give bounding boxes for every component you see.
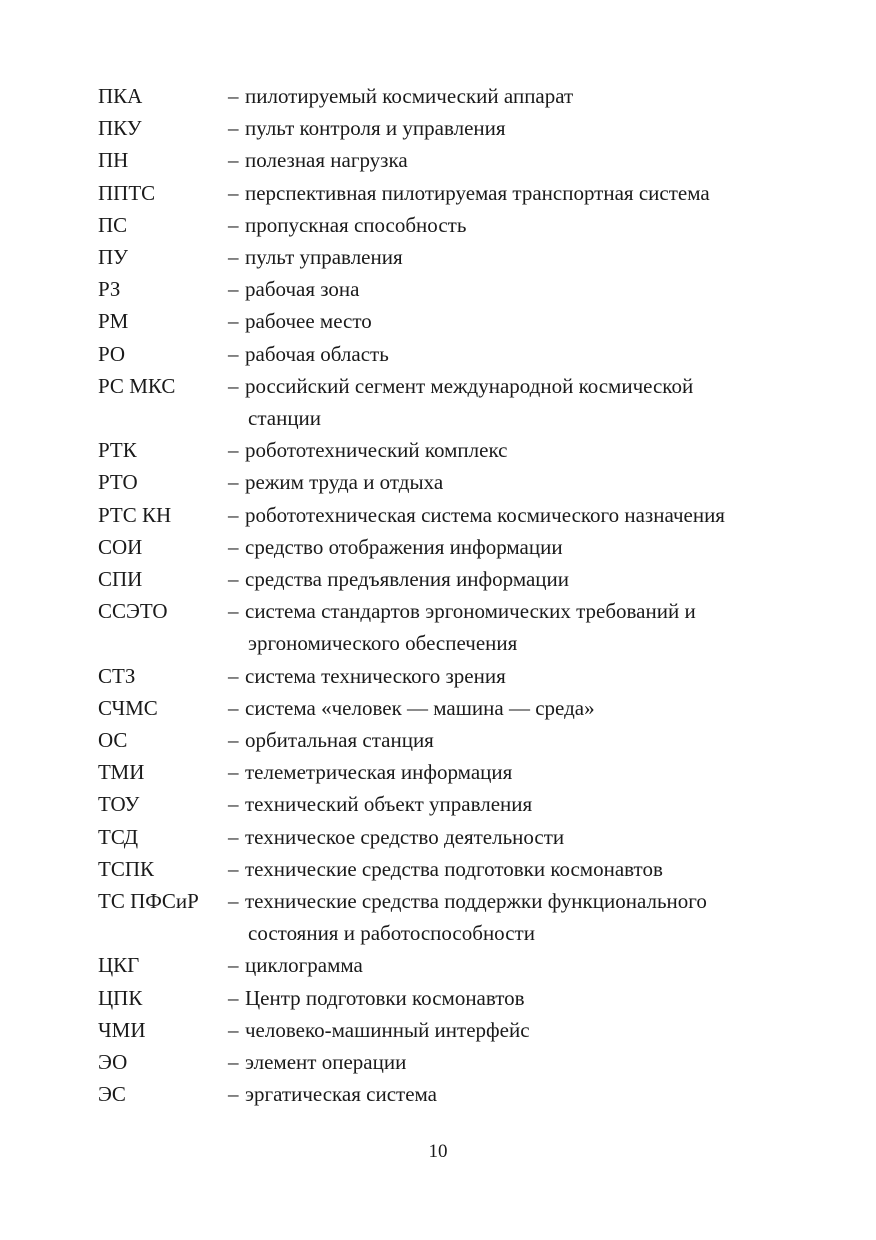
definition-dash: – [228,277,239,302]
definition-continuation: состояния и работоспособности [248,921,535,946]
abbreviation-term: ТС ПФСиР [98,889,199,914]
definition-dash: – [228,212,239,237]
definition-dash: – [228,824,239,849]
abbreviation-term: ТМИ [98,760,145,785]
abbreviation-definition [228,1014,798,1046]
definition-dash: – [228,1082,239,1107]
definition-text: система стандартов эргономических требований и [245,599,696,624]
definition-dash: – [228,116,239,141]
abbreviation-definition [228,241,798,273]
abbreviation-entry [98,821,798,853]
abbreviation-definition [228,144,798,176]
abbreviation-entry [98,466,798,498]
abbreviation-entry [98,80,798,112]
definition-text: эргатическая система [245,1082,438,1107]
definition-dash: – [228,599,239,624]
abbreviation-definition [228,563,798,595]
definition-dash: – [228,309,239,334]
abbreviation-definition [228,531,798,563]
definition-text: Центр подготовки космонавтов [245,985,525,1010]
abbreviation-term: ПКА [98,84,143,108]
abbreviation-definition [228,466,798,498]
definition-text: российский сегмент международной космической [245,373,694,398]
abbreviation-entry [98,756,798,788]
abbreviation-definition [228,112,798,144]
page-number: 10 [428,1141,448,1162]
abbreviation-term: ЧМИ [98,1017,146,1042]
abbreviation-term: СОИ [98,534,143,559]
definition-text: система «человек — машина — среда» [245,695,595,720]
definition-dash: – [228,245,239,270]
definition-text: элемент операции [245,1050,407,1075]
definition-dash: – [228,760,239,785]
definition-text: средства предъявления информации [245,567,570,592]
abbreviation-definition [228,788,798,820]
definition-text: робототехнический комплекс [245,438,508,463]
abbreviation-definition [228,885,798,949]
abbreviation-term: СПИ [98,567,143,592]
abbreviation-term: ПКУ [98,116,142,141]
abbreviation-entry [98,1046,798,1078]
definition-text: технический объект управления [245,792,533,817]
definition-dash: – [228,663,239,688]
definition-text: система технического зрения [245,663,506,688]
abbreviation-entry [98,595,798,659]
definition-text: режим труда и отдыха [245,470,444,495]
abbreviation-list [98,80,798,1111]
abbreviation-entry [98,177,798,209]
abbreviation-entry [98,112,798,144]
abbreviation-term: ПН [98,148,129,173]
abbreviation-definition [228,80,798,112]
abbreviation-definition [228,595,798,659]
definition-text: телеметрическая информация [245,760,513,785]
abbreviation-entry [98,144,798,176]
abbreviation-term: ЭО [98,1050,128,1075]
abbreviation-term: РС МКС [98,373,176,398]
definition-text: человеко-машинный интерфейс [245,1017,530,1042]
abbreviation-entry [98,434,798,466]
abbreviation-term: ТОУ [98,792,140,817]
abbreviation-entry [98,273,798,305]
definition-dash: – [228,502,239,527]
abbreviation-term: РТС КН [98,502,172,527]
definition-dash: – [228,985,239,1010]
abbreviation-entry [98,338,798,370]
abbreviation-definition [228,177,798,209]
abbreviation-definition [228,305,798,337]
definition-dash: – [228,148,239,173]
abbreviation-definition [228,692,798,724]
abbreviation-definition [228,853,798,885]
abbreviation-term: ОС [98,728,128,753]
definition-text: пульт управления [245,245,403,270]
definition-text: пилотируемый космический аппарат [245,84,574,108]
definition-dash: – [228,567,239,592]
abbreviation-term: ССЭТО [98,599,168,624]
abbreviation-term: ППТС [98,180,156,205]
abbreviation-definition [228,756,798,788]
abbreviation-term: РТК [98,438,137,463]
definition-text: робототехническая система космического назначения [245,502,725,527]
definition-text: полезная нагрузка [245,148,408,173]
abbreviation-term: ЦПК [98,985,143,1010]
abbreviation-entry [98,692,798,724]
abbreviation-entry [98,885,798,949]
abbreviation-entry [98,949,798,981]
definition-text: перспективная пилотируемая транспортная система [245,180,710,205]
abbreviation-definition [228,821,798,853]
abbreviation-definition [228,338,798,370]
abbreviation-entry [98,660,798,692]
abbreviation-term: РМ [98,309,129,334]
definition-dash: – [228,180,239,205]
abbreviation-entry [98,853,798,885]
abbreviation-term: СЧМС [98,695,158,720]
abbreviation-entry [98,370,798,434]
abbreviation-term: ТСПК [98,856,155,881]
abbreviation-definition [228,724,798,756]
abbreviation-entry [98,724,798,756]
definition-text: пульт контроля и управления [245,116,506,141]
definition-dash: – [228,84,239,108]
definition-dash: – [228,373,239,398]
abbreviation-definition [228,1046,798,1078]
definition-text: рабочее место [245,309,372,334]
abbreviation-term: ПУ [98,245,129,270]
definition-dash: – [228,470,239,495]
definition-dash: – [228,728,239,753]
abbreviation-term: ЭС [98,1082,126,1107]
abbreviation-entry [98,499,798,531]
abbreviation-entry [98,1014,798,1046]
abbreviation-entry [98,209,798,241]
abbreviation-entry [98,982,798,1014]
definition-dash: – [228,695,239,720]
definition-dash: – [228,1017,239,1042]
abbreviation-term: РО [98,341,126,366]
abbreviation-entry [98,241,798,273]
abbreviation-definition [228,499,798,531]
abbreviation-entry [98,1078,798,1110]
abbreviation-entry [98,563,798,595]
definition-text: рабочая зона [245,277,360,302]
abbreviation-definition [228,949,798,981]
abbreviation-definition [228,273,798,305]
definition-continuation: эргономического обеспечения [248,631,518,656]
abbreviation-term: ПС [98,212,128,237]
abbreviation-term: РЗ [98,277,121,302]
abbreviation-entry [98,531,798,563]
abbreviation-definition [228,982,798,1014]
definition-dash: – [228,438,239,463]
abbreviation-term: ЦКГ [98,953,140,978]
definition-dash: – [228,953,239,978]
definition-continuation: станции [248,406,322,431]
definition-text: средство отображения информации [245,534,563,559]
definition-dash: – [228,1050,239,1075]
definition-text: орбитальная станция [245,728,434,753]
abbreviation-definition [228,660,798,692]
definition-text: техническое средство деятельности [245,824,565,849]
definition-dash: – [228,856,239,881]
abbreviation-entry [98,788,798,820]
definition-dash: – [228,792,239,817]
abbreviation-definition [228,370,798,434]
definition-dash: – [228,889,239,914]
abbreviation-term: СТЗ [98,663,136,688]
definition-dash: – [228,341,239,366]
definition-text: технические средства поддержки функционального [245,889,707,914]
definition-text: пропускная способность [245,212,467,237]
abbreviation-definition [228,434,798,466]
definition-text: рабочая область [245,341,389,366]
abbreviation-term: ТСД [98,824,139,849]
definition-text: циклограмма [245,953,363,978]
abbreviation-term: РТО [98,470,138,495]
definition-dash: – [228,534,239,559]
abbreviation-definition [228,209,798,241]
abbreviation-entry [98,305,798,337]
definition-text: технические средства подготовки космонавтов [245,856,663,881]
abbreviation-definition [228,1078,798,1110]
